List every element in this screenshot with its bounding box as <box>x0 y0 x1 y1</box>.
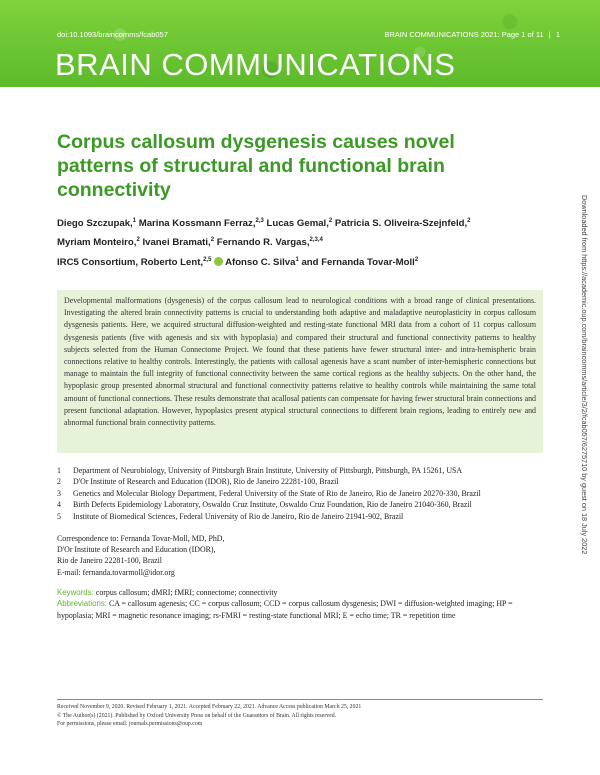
keywords-abbreviations <box>57 587 547 621</box>
correspondence-line: D'Or Institute of Research and Education (IDOR), <box>57 545 216 555</box>
download-note-text: Downloaded from https://academic.oup.com/braincomms/article/3/2/fcab057/6275710 by guest on 18 July 2022 <box>580 195 589 555</box>
author-list <box>57 213 557 271</box>
publication-footer <box>57 699 543 729</box>
author[interactable]: Fernando R. Vargas,$^{2,3,4}$ <box>216 237 323 249</box>
author[interactable]: IRC5 Consortium, <box>57 256 139 268</box>
correspondence-email[interactable]: E-mail: fernanda.tovarmoll@idor.org <box>57 567 175 577</box>
author[interactable]: Patricia S. Oliveira-Szejnfeld,$^2$ <box>334 218 471 230</box>
journal-name: BRAIN COMMUNICATIONS <box>55 47 456 82</box>
orcid-icon[interactable] <box>214 257 223 266</box>
article-title: Corpus callosum dysgenesis causes novel patterns of structural and functional brain connectivity <box>57 131 455 201</box>
header-separator: | <box>548 30 551 39</box>
journal-banner <box>0 0 600 87</box>
affiliation: 5 Institute of Biomedical Sciences, Federal University of Rio de Janeiro, Rio de Janeiro 21941-902, Brazil <box>57 511 404 521</box>
footer-line[interactable]: For permissions, please email: journals.permissions@oup.com <box>57 721 203 728</box>
keywords-label: Keywords: <box>57 588 94 597</box>
footer-line: Received November 9, 2020. Revised February 1, 2021. Accepted February 22, 2021. Advance Access publication March 25, 2021 <box>57 704 362 710</box>
running-title: BRAIN COMMUNICATIONS 2021: Page 1 of 11 <box>384 30 544 39</box>
keywords: Keywords: corpus callosum; dMRI; fMRI; connectome; connectivity <box>57 588 278 597</box>
abstract-box: Developmental malformations (dysgenesis) of the corpus callosum lead to neurological conditions with a broad range of clinical presentations. Investigating the altered brain connectivity patterns is crucial to understanding both adaptive and maladaptive neuroplasticity in corpus callosum dysgenesis patients. Here, we acquired structural diffusion-weighted and resting-state functional MRI data from a cohort of 11 corpus callosum dysgenesis patients (five with agenesis and six with hypoplasia) and compared their structural and functional connectivity patterns to healthy subjects selected from the Human Connectome Project. We found that these patients have fewer structural inter- and intra-hemispheric brain connections relative to healthy controls. Interestingly, the patients with callosal agenesis have a scant number of inter-hemispheric connections but manage to maintain the full integrity of functional connectivity between the same cortical regions as the healthy subjects. On the other hand, the hypoplasic group presented abnormal structural and functional connectivity patterns relative to healthy controls while maintaining the same total amount of functional connections. These results demonstrate that acallosal patients can compensate for having fewer structural brain connections and present functional adaptation. However, hypoplasics present atypical structural connections to different brain regions, leading to entirely new and abnormal functional brain connectivity patterns. <box>57 290 543 453</box>
author[interactable]: Myriam Monteiro,$^2$ <box>57 237 140 249</box>
affiliation: 2 D'Or Institute of Research and Education (IDOR), Rio de Janeiro 22281-100, Brazil <box>57 477 339 487</box>
banner-top-line <box>57 30 560 39</box>
abbreviations-label: Abbreviations: <box>57 599 108 609</box>
author[interactable]: Afonso C. Silva$^1$ <box>225 256 299 268</box>
affiliations <box>57 465 547 522</box>
author[interactable]: Roberto Lent,$^{2,5}$ <box>140 256 212 268</box>
author[interactable]: Ivanei Bramati,$^2$ <box>142 237 215 249</box>
correspondence <box>57 533 547 578</box>
download-note <box>580 195 590 615</box>
correspondence-line: Correspondence to: Fernanda Tovar-Moll, MD, PhD, <box>57 534 225 543</box>
affiliation: 3 Genetics and Molecular Biology Department, Federal University of the State of Rio de Janeiro, Rio de Janeiro 20270-330, Brazil <box>57 488 481 498</box>
correspondence-line: Rio de Janeiro 22281-100, Brazil <box>57 556 162 566</box>
author[interactable]: Lucas Gemal,$^2$ <box>266 218 333 230</box>
affiliation: 4 Birth Defects Epidemiology Laboratory, Oswaldo Cruz Institute, Oswaldo Cruz Foundation, Rio de Janeiro 21040-360, Brazil <box>57 500 472 510</box>
author[interactable]: Marina Kossmann Ferraz,$^{2,3}$ <box>138 218 264 230</box>
page-number: 1 <box>555 30 560 39</box>
affiliation: 1 Department of Neurobiology, University of Pittsburgh Brain Institute, University of Pittsburgh, Pittsburgh, PA 15261, USA <box>57 466 463 475</box>
abbreviations: Abbreviations: CA = callosum agenesis; CC = corpus callosum; CCD = corpus callosum dysgenesis; DWI = diffusion-weighted imaging; HP = hypoplasia; MRI = magnetic resonance imaging; rs-FMRI = resting-state functional MRI; E = echo time; TR = repetition time <box>57 599 513 620</box>
doi[interactable]: doi:10.1093/braincomms/fcab057 <box>57 30 168 39</box>
running-header <box>381 30 560 39</box>
footer-line: © The Author(s) (2021). Published by Oxford University Press on behalf of the Guarantors of Brain. All rights reserved. <box>57 712 337 719</box>
author[interactable]: and Fernanda Tovar-Moll$^2$ <box>301 256 419 268</box>
author[interactable]: Diego Szczupak,$^1$ <box>57 218 137 230</box>
